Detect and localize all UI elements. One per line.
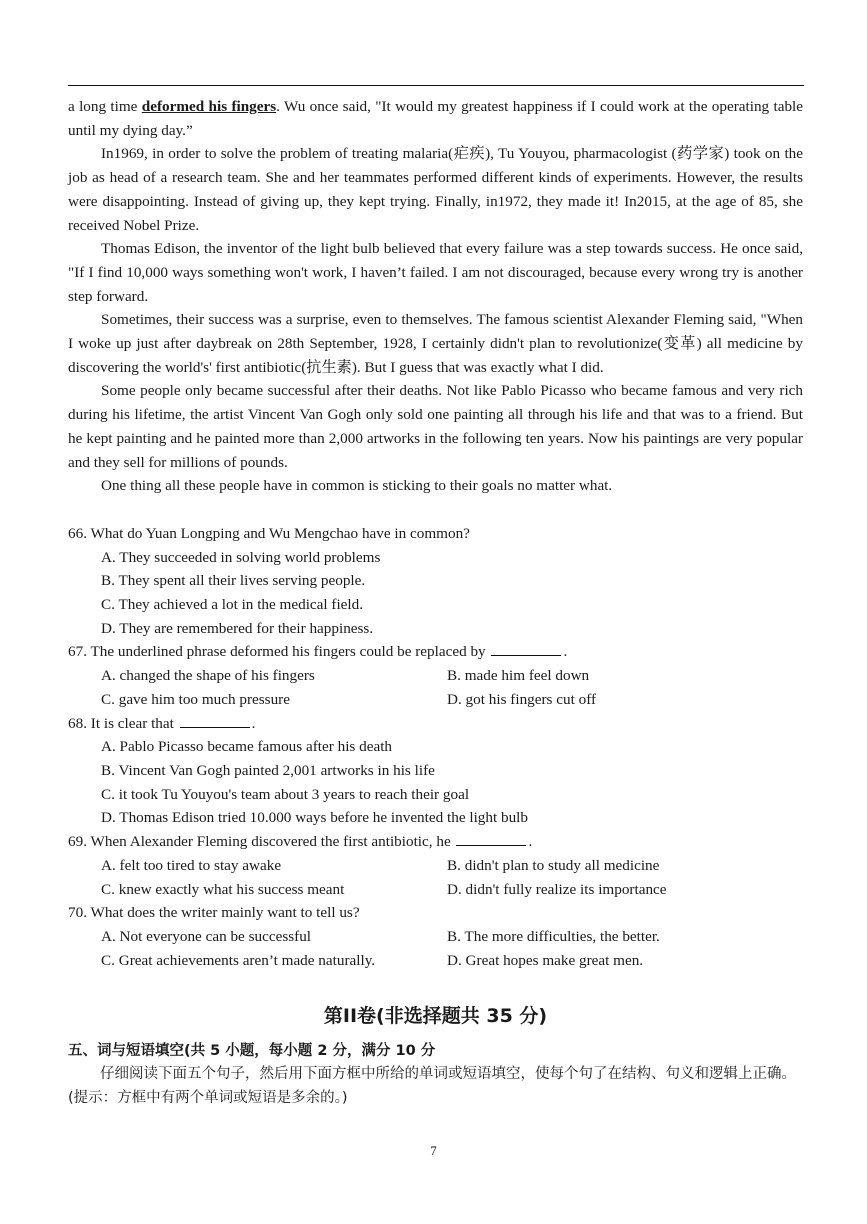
option-d: D. They are remembered for their happiness.: [101, 619, 374, 637]
passage-paragraph-5: One thing all these people have in common is sticking to their goals no matter what.: [101, 477, 613, 495]
option-b: B. The more difficulties, the better.: [447, 927, 660, 945]
option-d: D. got his fingers cut off: [447, 690, 597, 708]
question-stem: 67. The underlined phrase deformed his fingers could be replaced by .: [68, 643, 568, 661]
option-a: A. Pablo Picasso became famous after his death: [101, 738, 393, 756]
passage-paragraph-1: In1969, in order to solve the problem of treating malaria(疟疾), Tu Youyou, pharmacologist (药学家) took on the job as head of a research team. She and her teammates performed different kinds of experiments. However, the results were disappointing. Instead of giving up, they kept trying. Finally, in1972, they made it! In2015, at the age of 85, she received Nobel Prize.: [68, 145, 803, 234]
option-c: C. gave him too much pressure: [101, 690, 290, 708]
answer-blank: [180, 713, 250, 728]
option-a: A. changed the shape of his fingers: [101, 667, 315, 685]
question-70: [68, 901, 803, 972]
header-rule: [68, 85, 804, 86]
question-stem: 69. When Alexander Fleming discovered the first antibiotic, he .: [68, 833, 533, 851]
option-c: C. knew exactly what his success meant: [101, 880, 345, 898]
page-content: [68, 95, 803, 1110]
question-68: [68, 712, 803, 831]
stem-text: 67. The underlined phrase deformed his fingers could be replaced by: [68, 643, 486, 661]
option-d: D. Thomas Edison tried 10.000 ways before he invented the light bulb: [101, 809, 528, 827]
option-a: A. felt too tired to stay awake: [101, 856, 282, 874]
option-b: B. They spent all their lives serving people.: [101, 572, 366, 590]
option-c: C. Great achievements aren’t made naturally.: [101, 951, 376, 969]
option-a: A. They succeeded in solving world problems: [101, 548, 381, 566]
option-d: D. didn't fully realize its importance: [447, 880, 667, 898]
answer-blank: [491, 641, 561, 656]
option-b: B. didn't plan to study all medicine: [447, 856, 660, 874]
question-stem: 66. What do Yuan Longping and Wu Mengchao have in common?: [68, 524, 470, 542]
passage-paragraph-2: Thomas Edison, the inventor of the light bulb believed that every failure was a step towards success. He once said, "If I find 10,000 ways something won't work, I haven’t failed. I am not discouraged, because every wrong try is another step forward.: [68, 240, 803, 305]
option-a: A. Not everyone can be successful: [101, 927, 312, 945]
passage-paragraph-3: Sometimes, their success was a surprise, even to themselves. The famous scientist Alexander Fleming said, "When I woke up just after daybreak on 28th September, 1928, I certainly didn't plan to revolutionize(变革) all medicine by discovering the world's' first antibiotic(抗生素). But I guess that was exactly what I did.: [68, 311, 803, 376]
underlined-phrase: deformed his fingers: [141, 98, 277, 115]
section-subtitle: 五、词与短语填空(共 5 小题，每小题 2 分，满分 10 分: [68, 1043, 436, 1060]
page-number: 7: [430, 1143, 437, 1158]
option-d: D. Great hopes make great men.: [447, 951, 644, 969]
option-b: B. Vincent Van Gogh painted 2,001 artworks in his life: [101, 761, 435, 779]
option-b: B. made him feel down: [447, 667, 590, 685]
question-69: [68, 830, 803, 901]
passage-paragraph-0: [68, 95, 803, 142]
question-stem: 68. It is clear that .: [68, 714, 256, 732]
passage-paragraph-4: Some people only became successful after their deaths. Not like Pablo Picasso who became famous and very rich during his lifetime, the artist Vincent Van Gogh only sold one painting all through his life and that was to a friend. But he kept painting and he painted more than 2,000 artworks in the following ten years. Now his paintings are very popular and they sell for millions of pounds.: [68, 382, 803, 471]
passage-text: . Wu once said, "It would my greatest happiness if I could work at the operating table until my dying day.”: [68, 98, 803, 139]
answer-blank: [456, 831, 526, 846]
passage-text: a long time: [68, 98, 142, 115]
section-instruction: 仔细阅读下面五个句子，然后用下面方框中所给的单词或短语填空，使每个句了在结构、句义和逻辑上正确。(提示：方框中有两个单词或短语是多余的。): [68, 1066, 796, 1106]
section-title: 第II卷(非选择题共 35 分): [323, 1005, 548, 1028]
question-stem: 70. What does the writer mainly want to tell us?: [68, 904, 360, 922]
question-67: [68, 640, 803, 711]
stem-text: 68. It is clear that: [68, 714, 174, 732]
question-66: [68, 522, 803, 641]
stem-text: 69. When Alexander Fleming discovered the first antibiotic, he: [68, 833, 451, 851]
option-c: C. They achieved a lot in the medical field.: [101, 596, 364, 614]
option-c: C. it took Tu Youyou's team about 3 years to reach their goal: [101, 785, 470, 803]
